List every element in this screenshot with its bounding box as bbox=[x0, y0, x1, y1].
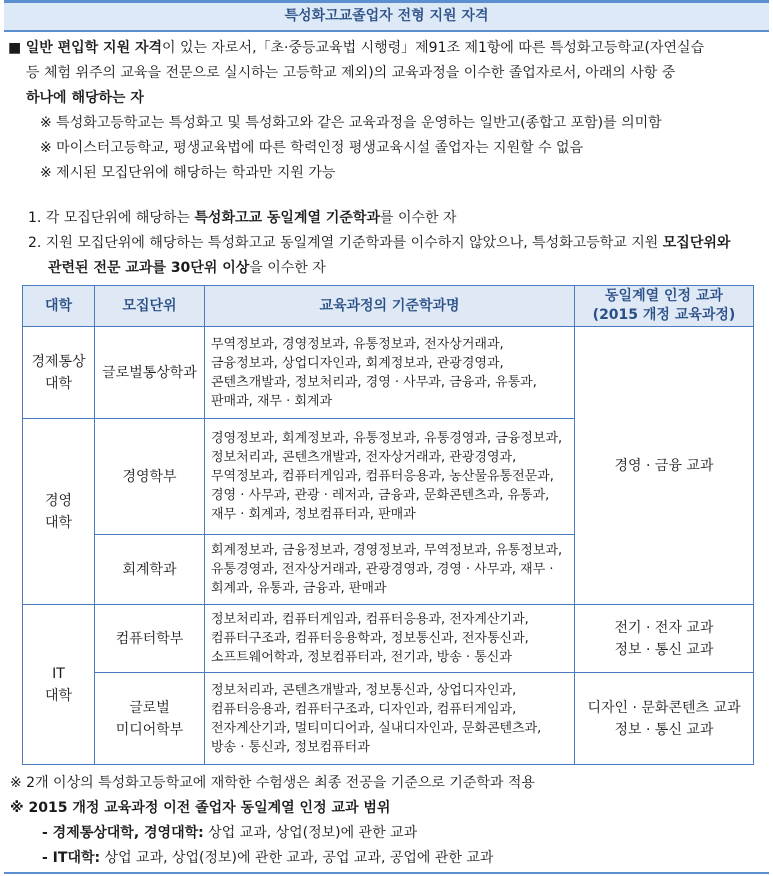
header-college: 대학 bbox=[23, 286, 95, 327]
unit-cell: 회계학과 bbox=[95, 535, 205, 605]
table-row bbox=[23, 327, 754, 419]
table-header-row bbox=[23, 286, 754, 327]
footer-note-1: ※ 2개 이상의 특성화고등학교에 재학한 수험생은 최종 전공을 기준으로 기준학과 적용 bbox=[10, 775, 535, 791]
square-bullet-icon: ■ bbox=[8, 40, 26, 56]
college-cell: IT 대학 bbox=[23, 605, 95, 765]
base-dept-cell: 정보처리과, 컴퓨터게임과, 컴퓨터응용과, 전자계산기과, 컴퓨터구조과, 컴퓨터응용학과, 정보통신과, 전자통신과, 소프트웨어학과, 정보컴퓨터과, 전기과, 방송 · 통신과 bbox=[205, 605, 575, 673]
equiv-cell: 경영 · 금융 교과 bbox=[575, 327, 754, 605]
criterion-1: 1. 각 모집단위에 해당하는 특성화고교 동일계열 기준학과를 이수한 자 bbox=[28, 210, 457, 226]
base-dept-cell: 경영정보과, 회계정보과, 유통정보과, 유통경영과, 금융정보과, 정보처리과, 콘텐츠개발과, 전자상거래과, 관광경영과, 무역정보과, 컴퓨터게임과, 컴퓨터응용과, 농산물유통전문과, 경영 · 사무과, 관광 · 레저과, 금융과, 문화콘텐츠과, 유통과, 재무 · 회계과, 정보컴퓨터과, 판매과 bbox=[205, 419, 575, 535]
bottom-rule bbox=[4, 872, 769, 874]
college-cell: 경영 대학 bbox=[23, 419, 95, 605]
criterion-2-keyword-a: 모집단위와 bbox=[662, 235, 731, 251]
intro-line-3 bbox=[26, 87, 144, 107]
intro-emphasis: 하나에 해당하는 자 bbox=[26, 90, 144, 106]
unit-cell: 컴퓨터학부 bbox=[95, 605, 205, 673]
footer-note-2: ※ 2015 개정 교육과정 이전 졸업자 동일계열 인정 교과 범위 bbox=[10, 800, 391, 816]
header-equiv-subject: 동일계열 인정 교과 (2015 개정 교육과정) bbox=[575, 286, 754, 327]
header-unit: 모집단위 bbox=[95, 286, 205, 327]
note-3: ※ 제시된 모집단위에 해당하는 학과만 지원 가능 bbox=[40, 165, 336, 181]
intro-line-2: 등 체험 위주의 교육을 전문으로 실시하는 고등학교 제외)의 교육과정을 이수한 졸업자로서, 아래의 사항 중 bbox=[26, 65, 676, 81]
base-dept-cell: 정보처리과, 콘텐츠개발과, 정보통신과, 상업디자인과, 컴퓨터응용과, 컴퓨터구조과, 디자인과, 컴퓨터게임과, 전자계산기과, 멀티미디어과, 실내디자인과, 문화콘텐츠과, 방송 · 통신과, 정보컴퓨터과 bbox=[205, 673, 575, 765]
header-base-dept: 교육과정의 기준학과명 bbox=[205, 286, 575, 327]
unit-cell: 경영학부 bbox=[95, 419, 205, 535]
intro-line-1 bbox=[8, 37, 704, 57]
footer-detail-2: - IT대학: 상업 교과, 상업(정보)에 관한 교과, 공업 교과, 공업에 관한 교과 bbox=[42, 850, 494, 866]
table-row bbox=[23, 673, 754, 765]
table-row bbox=[23, 605, 754, 673]
page-title: 특성화고교졸업자 전형 지원 자격 bbox=[4, 3, 769, 32]
criterion-2-cont: 관련된 전문 교과를 30단위 이상을 이수한 자 bbox=[48, 260, 326, 276]
base-dept-cell: 무역정보과, 경영정보과, 유통정보과, 전자상거래과, 금융정보과, 상업디자인과, 회계정보과, 관광경영과, 콘텐츠개발과, 정보처리과, 경영 · 사무과, 금융과, 유통과, 판매과, 재무 · 회계과 bbox=[205, 327, 575, 419]
college-cell: 경제통상 대학 bbox=[23, 327, 95, 419]
equiv-cell: 디자인 · 문화콘텐츠 교과 정보 · 통신 교과 bbox=[575, 673, 754, 765]
criterion-2-keyword-b: 관련된 전문 교과를 30단위 이상 bbox=[48, 260, 250, 276]
intro-keyword: 일반 편입학 지원 자격 bbox=[25, 40, 163, 56]
unit-cell: 글로벌통상학과 bbox=[95, 327, 205, 419]
equiv-cell: 전기 · 전자 교과 정보 · 통신 교과 bbox=[575, 605, 754, 673]
criterion-1-keyword: 특성화고교 동일계열 기준학과 bbox=[194, 210, 380, 226]
eligibility-table bbox=[22, 285, 754, 765]
unit-cell: 글로벌 미디어학부 bbox=[95, 673, 205, 765]
note-2: ※ 마이스터고등학교, 평생교육법에 따른 학력인정 평생교육시설 졸업자는 지원할 수 없음 bbox=[40, 140, 584, 156]
base-dept-cell: 회계정보과, 금융정보과, 경영정보과, 무역정보과, 유통정보과, 유통경영과, 전자상거래과, 관광경영과, 경영 · 사무과, 재무 · 회계과, 유통과, 금융과, 판매과 bbox=[205, 535, 575, 605]
footer-detail-1: - 경제통상대학, 경영대학: 상업 교과, 상업(정보)에 관한 교과 bbox=[42, 825, 418, 841]
note-1: ※ 특성화고등학교는 특성화고 및 특성화고와 같은 교육과정을 운영하는 일반고(종합고 포함)를 의미함 bbox=[40, 115, 662, 131]
intro-text-1: 이 있는 자로서,「초·중등교육법 시행령」제91조 제1항에 따른 특성화고등학교(자연실습 bbox=[162, 40, 705, 56]
criterion-2: 2. 지원 모집단위에 해당하는 특성화고교 동일계열 기준학과를 이수하지 않았으나, 특성화고등학교 지원 모집단위와 bbox=[28, 235, 731, 251]
